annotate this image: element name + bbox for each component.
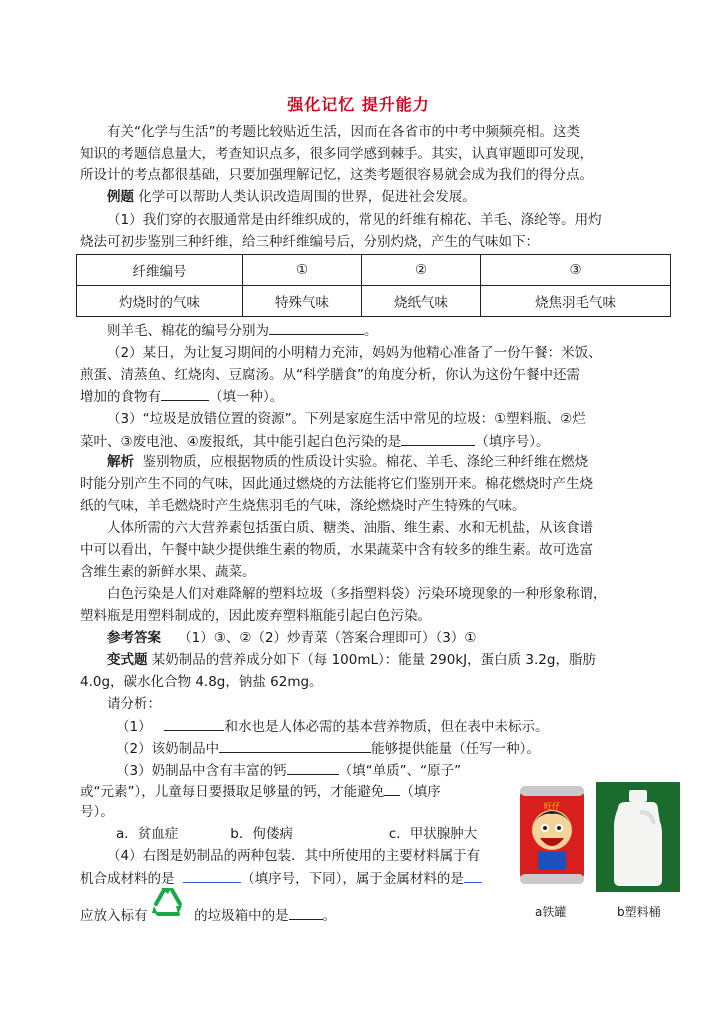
iron-can-image [516,784,588,886]
answer-label: 参考答案 [107,630,161,646]
q1-line-2: 烧法可初步鉴别三种纤维，给三种纤维编号后，分别灼烧，产生的气味如下： [80,234,539,250]
q2-tail-text: 增加的食物有 [80,389,161,405]
answer-text: （1）③、②（2）炒青菜（答案合理即可）（3）① [178,630,477,646]
table-cell: ③ [481,255,671,286]
variant-s3a [116,760,461,781]
variant-line-1 [107,650,596,670]
s3-text: （填“单质”、“原子” [338,763,462,779]
analysis-line-6: 含维生素的新鲜水果、蔬菜。 [80,564,256,580]
variant-s4a: （4）右图是奶制品的两种包装．其中所使用的主要材料属于有 [107,848,481,864]
variant-s1 [116,716,548,737]
s3-text-3: （填序 [400,784,441,800]
svg-text:旺仔: 旺仔 [544,802,560,811]
analysis-line-2: 时能分别产生不同的气味，因此通过燃烧的方法能将它们鉴别开来。棉花燃烧时产生烧 [80,476,593,492]
s2-prefix: （2）该奶制品中 [116,741,220,757]
analysis-line-1 [107,452,588,472]
example-line [107,187,476,207]
q3-line-1: （3）“垃圾是放错位置的资源”。下列是家庭生活中常见的垃圾：①塑料瓶、②烂 [107,411,586,427]
plastic-jug-image [596,782,680,892]
answer-blank[interactable] [287,760,339,775]
option-a: a．贫血症 [116,826,179,842]
table-cell: 灼烧时的气味 [77,286,243,317]
analysis-line-5: 中可以看出，午餐中缺少提供维生素的物质，水果蔬菜中含有较多的维生素。故可选富 [80,542,593,558]
analysis-line-8: 塑料瓶是用塑料制成的，因此废弃塑料瓶能引起白色污染。 [80,608,431,624]
intro-line-2: 知识的考题信息量大，考查知识点多，很多同学感到棘手。其实，认真审题即可发现， [80,146,593,162]
intro-line-3: 所设计的考点都很基础，只要加强理解记忆，这类考题很容易就会成为我们的得分点。 [80,167,593,183]
q2-tail-suffix: （填一种）。 [209,389,284,405]
analysis-line-7: 白色污染是人们对难降解的塑料垃圾（多指塑料袋）污染环境现象的一种形象称谓， [107,586,607,602]
answer-blank[interactable] [183,868,241,883]
q3-line-2 [80,431,549,452]
answer-blank[interactable] [464,868,482,883]
variant-ask: 请分析： [107,696,161,712]
answer-blank[interactable] [289,905,323,920]
variant-line-2: 4.0g，碳水化合物 4.8g，钠盐 62mg。 [80,674,323,690]
variant-label: 变式题 [107,652,148,668]
table-cell: ② [362,255,481,286]
image-label-b: b塑料桶 [617,905,661,919]
answer-blank[interactable] [219,738,371,753]
q2-line-2: 煎蛋、清蒸鱼、红烧肉、豆腐汤。从“科学膳食”的角度分析，你认为这份午餐中还需 [80,367,580,383]
q1-tail: 则羊毛、棉花的编号分别为 。 [107,320,378,341]
page-title: 强化记忆 提升能力 [287,95,430,114]
table-cell: ① [243,255,362,286]
table-row [77,286,671,317]
q2-line-1: （2）某日，为让复习期间的小明精力充沛，妈妈为他精心准备了一份午餐：米饭、 [107,345,602,361]
answer-blank[interactable] [384,781,400,796]
analysis-line-4: 人体所需的六大营养素包括蛋白质、糖类、油脂、维生素、水和无机盐，从该食谱 [107,520,593,536]
table-row [77,255,671,286]
s4-text-3: 应放入标有 [80,908,148,924]
answer-blank[interactable] [161,386,209,401]
variant-text: 某奶制品的营养成分如下（每 100mL）：能量 290kJ，蛋白质 3.2g，脂肪 [151,652,596,668]
s4-end: 。 [322,908,337,924]
recycle-icon [148,884,188,920]
variant-s3c: 号）。 [80,804,114,820]
q2-line-3 [80,386,283,407]
image-label-a: a铁罐 [535,905,567,919]
variant-s4b [80,868,482,889]
analysis-line-3: 纸的气味，羊毛燃烧时产生烧焦羽毛的气味，涤纶燃烧时产生特殊的气味。 [80,498,526,514]
s3-prefix: （3）奶制品中含有丰富的钙 [116,763,287,779]
table-cell: 烧纸气味 [362,286,481,317]
options-line [116,824,477,844]
answer-blank[interactable] [401,431,475,446]
example-text: 化学可以帮助人类认识改造周围的世界，促进社会发展。 [138,189,476,205]
option-c: c．甲状腺肿大 [388,826,478,842]
table-cell: 烧焦羽毛气味 [481,286,671,317]
q1-tail-text: 则羊毛、棉花的编号分别为 [107,323,269,339]
variant-s3b [80,781,441,802]
s4-text-4: 的垃圾箱中的是 [194,908,289,924]
s1-text: 和水也是人体必需的基本营养物质，但在表中未标示。 [224,719,549,735]
variant-s2 [116,738,540,759]
answer-blank[interactable] [164,716,224,731]
intro-line-1: 有关“化学与生活”的考题比较贴近生活，因而在各省市的中考中频频亮相。这类 [107,124,580,140]
table-cell: 纤维编号 [77,255,243,286]
analysis-text: 鉴别物质，应根据物质的性质设计实验。棉花、羊毛、涤纶三种纤维在燃烧 [142,454,589,470]
table-cell: 特殊气味 [243,286,362,317]
q3-tail-suffix: （填序号）。 [475,434,550,450]
answer-line [107,628,477,648]
q3-tail-text: 菜叶、③废电池、④废报纸，其中能引起白色污染的是 [80,434,402,450]
example-label: 例题 [107,189,134,205]
s4-text-2: （填序号，下同），属于金属材料的是 [241,871,464,887]
s1-prefix: （1） [116,719,152,735]
s2-text: 能够提供能量（任写一种）。 [371,741,540,757]
variant-s4c [80,905,336,926]
s4-text: 机合成材料的是 [80,871,175,887]
analysis-label: 解析 [107,454,134,470]
option-b: b．佝偻病 [230,826,293,842]
answer-blank[interactable] [269,320,364,335]
s3-text-2: 或“元素”），儿童每日要摄取足够量的钙，才能避免 [80,784,385,800]
q1-line-1: （1）我们穿的衣服通常是由纤维织成的，常见的纤维有棉花、羊毛、涤纶等。用灼 [107,212,602,228]
fiber-table [76,254,671,317]
